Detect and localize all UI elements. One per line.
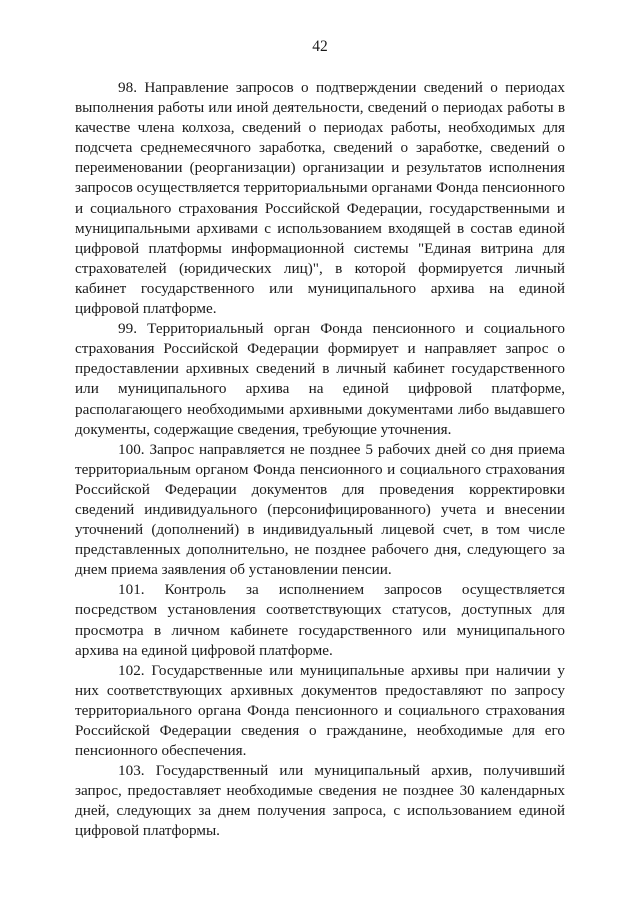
paragraph-101: 101. Контроль за исполнением запросов осуществляется посредством установления соответствующих статусов, доступных для просмотра в личном кабинете государственного или муниципального архива на единой цифровой платформе. — [75, 581, 565, 659]
paragraph-103: 103. Государственный или муниципальный архив, получивший запрос, предоставляет необходимые сведения не позднее 30 календарных дней, следующих за днем получения запроса, с использованием единой цифровой платформы. — [75, 762, 565, 840]
paragraph-98: 98. Направление запросов о подтверждении сведений о периодах выполнения работы или иной деятельности, сведений о периодах работы в качестве члена колхоза, сведений о периодах работы, необходимых для подсчета среднемесячного заработка, сведений о заработке, сведений о переименовании (реорганизации) организации и результатов исполнения запросов осуществляется территориальными органами Фонда пенсионного и социального страхования Российской Федерации, государственными и муниципальными архивами с использованием входящей в состав единой цифровой платформы информационной системы "Единая витрина для страхователей (юридических лиц)", в которой формируется личный кабинет государственного или муниципального архива на единой цифровой платформе. — [75, 79, 565, 318]
document-body — [75, 78, 565, 842]
paragraph-102: 102. Государственные или муниципальные архивы при наличии у них соответствующих архивных документов предоставляют по запросу территориального органа Фонда пенсионного и социального страхования Российской Федерации сведения о гражданине, необходимые для его пенсионного обеспечения. — [75, 661, 565, 760]
paragraph-99: 99. Территориальный орган Фонда пенсионного и социального страхования Российской Федерации формирует и направляет запрос о предоставлении архивных сведений в личный кабинет государственного или муниципального архива на единой цифровой платформе, располагающего необходимыми архивными документами либо выдавшего документы, содержащие сведения, требующие уточнения. — [75, 320, 565, 438]
page-number: 42 — [312, 38, 328, 55]
paragraph-100: 100. Запрос направляется не позднее 5 рабочих дней со дня приема территориальным органом Фонда пенсионного и социального страхования Российской Федерации документов для проведения корректировки сведений индивидуального (персонифицированного) учета и внесении уточнений (дополнений) в индивидуальный лицевой счет, в том числе представленных дополнительно, не позднее рабочего дня, следующего за днем приема заявления об установлении пенсии. — [75, 440, 565, 579]
